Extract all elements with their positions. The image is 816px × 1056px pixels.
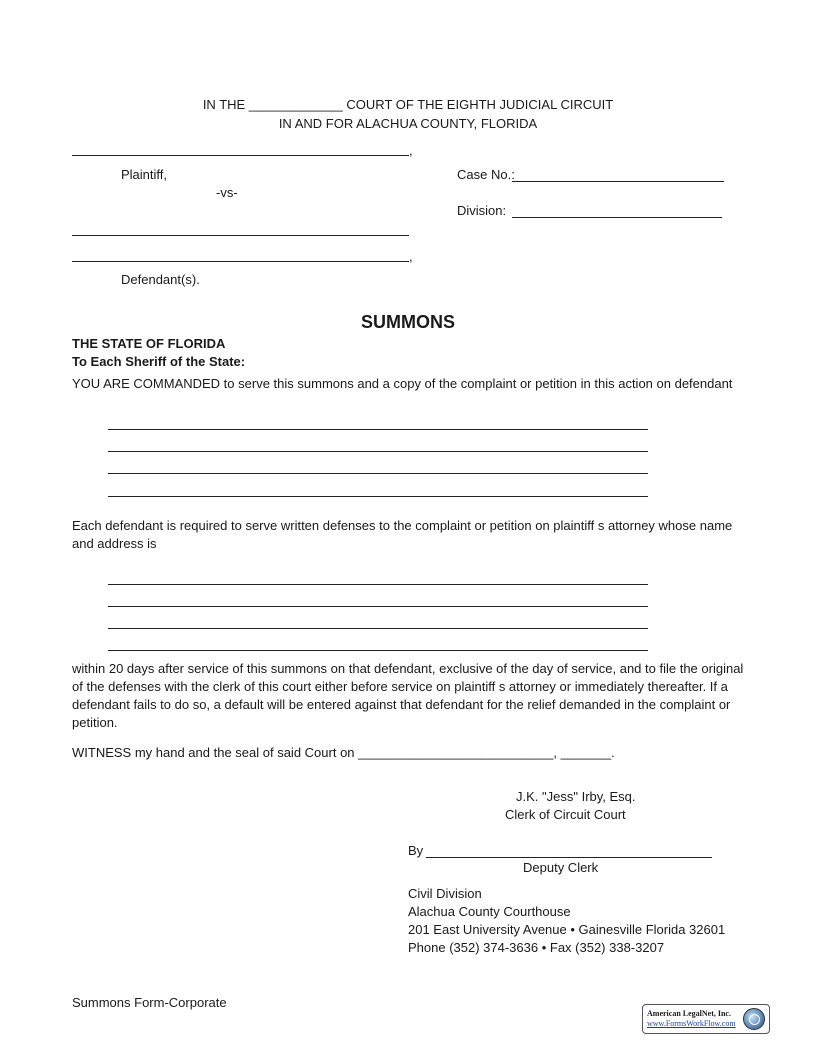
legalnet-logo[interactable] bbox=[642, 1004, 770, 1034]
logo-url[interactable]: www.FormsWorkFlow.com bbox=[647, 1019, 736, 1028]
deputy-signature-line[interactable] bbox=[426, 857, 712, 858]
clerk-title: Clerk of Circuit Court bbox=[505, 807, 626, 822]
address-line-1: Civil Division bbox=[408, 886, 482, 901]
sheriff-heading: To Each Sheriff of the State: bbox=[72, 354, 246, 369]
plaintiff-name-line[interactable] bbox=[72, 155, 409, 156]
form-name: Summons Form-Corporate bbox=[72, 995, 227, 1010]
attorney-info-line-1[interactable] bbox=[108, 584, 648, 585]
logo-company: American LegalNet, Inc. bbox=[647, 1009, 731, 1018]
defendant-name-line-1[interactable] bbox=[72, 235, 409, 236]
defendant-info-line-4[interactable] bbox=[108, 496, 648, 497]
page-title: SUMMONS bbox=[361, 312, 455, 332]
attorney-info-line-3[interactable] bbox=[108, 628, 648, 629]
defendant-name-line-2[interactable] bbox=[72, 261, 409, 262]
witness-date-field[interactable]: ___________________________, _______. bbox=[358, 745, 615, 760]
defendant-info-line-2[interactable] bbox=[108, 451, 648, 452]
address-line-3: 201 East University Avenue • Gainesville Florida 32601 bbox=[408, 922, 726, 937]
case-number-field[interactable] bbox=[512, 181, 724, 182]
by-label: By bbox=[408, 843, 424, 858]
globe-icon bbox=[743, 1008, 765, 1030]
witness-line bbox=[72, 745, 615, 761]
address-line-2: Alachua County Courthouse bbox=[408, 904, 571, 919]
division-field[interactable] bbox=[512, 217, 722, 218]
clerk-name: J.K. "Jess" Irby, Esq. bbox=[516, 789, 636, 804]
case-number-label: Case No.: bbox=[457, 167, 515, 182]
address-line-4: Phone (352) 374-3636 • Fax (352) 338-3207 bbox=[408, 940, 665, 955]
defendant-info-line-3[interactable] bbox=[108, 473, 648, 474]
plaintiff-comma: , bbox=[409, 143, 413, 158]
deputy-clerk-label: Deputy Clerk bbox=[523, 860, 599, 875]
state-heading: THE STATE OF FLORIDA bbox=[72, 336, 226, 351]
court-header-line1: IN THE _____________ COURT OF THE EIGHTH JUDICIAL CIRCUIT bbox=[202, 97, 614, 112]
versus-label: -vs- bbox=[216, 185, 238, 200]
defendant-label: Defendant(s). bbox=[121, 272, 200, 287]
witness-text: WITNESS my hand and the seal of said Court on bbox=[72, 745, 359, 760]
plaintiff-label: Plaintiff, bbox=[121, 167, 168, 182]
attorney-info-line-2[interactable] bbox=[108, 606, 648, 607]
division-label: Division: bbox=[457, 203, 507, 218]
within-paragraph: within 20 days after service of this summons on that defendant, exclusive of the day of service, and to file the original of the defenses with the clerk of this court either before service on plaintiff s attorney or immediately thereafter. If a defendant fails to do so, a default will be entered against that defendant for the relief demanded in the complaint or petition. bbox=[72, 661, 744, 730]
attorney-info-line-4[interactable] bbox=[108, 650, 648, 651]
defenses-paragraph: Each defendant is required to serve written defenses to the complaint or petition on plaintiff s attorney whose name and address is bbox=[72, 518, 733, 551]
defendant-info-line-1[interactable] bbox=[108, 429, 648, 430]
court-header-line2: IN AND FOR ALACHUA COUNTY, FLORIDA bbox=[278, 116, 538, 131]
defendant-comma: , bbox=[409, 249, 413, 264]
command-paragraph: YOU ARE COMMANDED to serve this summons and a copy of the complaint or petition in this action on defendant bbox=[72, 376, 733, 391]
